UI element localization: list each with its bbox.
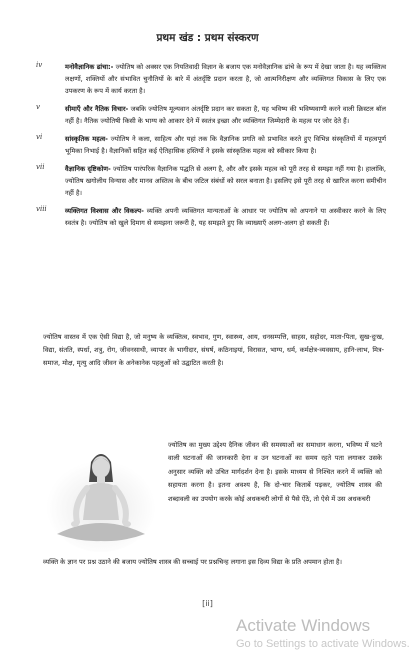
paragraph-closing: व्यक्ति के ज्ञान पर प्रश्न उठाने की बजाय ज्योतिष शास्त्र की सच्चाई पर प्रश्नचिन्ह लगाना इस दिव्य विद्या के प्रति अपमान होता है।	[43, 558, 343, 566]
paragraph-intro: ज्योतिष वास्तव में एक ऐसी विद्या है, जो मनुष्य के व्यक्तित्व, स्वभाव, गुण, स्वास्थ्य, आय, धनसम्पत्ति, साहस, सहोदर, माता-पिता, सुख-दुःख, विद्या, संतति, स्पर्धा, शत्रु, रोग, जीवनसाथी, व्यापार के भागीदार, संघर्ष, कठिनाइयां, विरासत, भाग्य, धर्म, कर्मक्षेत्र-व्यवसाय, हानि-लाभ, मित्र-समाज, मोक्ष, मृत्यु आदि जीवन के अनेकानेक पहलुओं को उद्घाटित करती है।	[43, 333, 384, 367]
item-number: vii	[36, 163, 45, 171]
item-number: iv	[36, 61, 43, 69]
item-body	[65, 103, 386, 127]
item-number: vi	[36, 133, 43, 141]
item-text: ज्योतिष को अक्सर एक नियतिवादी विज्ञान के बजाय एक मनोवैज्ञानिक ढांचे के रूप में देखा जाता है। यह व्यक्तित्व लक्षणों, शक्तियों और संभावित चुनौतियों के बारे में अंतर्दृष्टि प्रदान करता है, जो आत्मनिरीक्षण और व्यक्तिगत विकास के लिए एक उपकरण के रूप में कार्य करता है।	[65, 63, 386, 95]
meditation-figure-icon	[43, 442, 158, 554]
item-text: ज्योतिष ने कला, साहित्य और यहां तक कि वैज्ञानिक प्रगति को प्रभावित करते हुए विभिन्न संस्कृतियों में महत्वपूर्ण भूमिका निभाई है। वैज्ञानिकों सहित कई ऐतिहासिक हस्तियों ने इसके सांस्कृतिक महत्व को स्वीकार किया है।	[65, 135, 386, 155]
list-item	[36, 103, 386, 127]
points-list	[36, 61, 386, 235]
item-body	[65, 163, 386, 199]
item-number: v	[36, 103, 40, 111]
paragraph-purpose: ज्योतिष का मुख्य उद्देश्य दैनिक जीवन की समस्याओं का समाधान करना, भविष्य में घटने वाली घटनाओं की जानकारी देना व उन घटनाओं का समय रहते पता लगाकर उसके अनुसार व्यक्ति को उचित मार्गदर्शन देना है। इसके माध्यम से निश्चित करने में व्यक्ति को सहायता करना है। इतना अवश्य है, कि दो-चार किताबें पढ़कर, ज्योतिष शास्त्र की शब्दावली का उपयोग करके कोई अधकचरी लोगों से पैसे ऐंठे, तो ऐसे में उस अधकचरी	[168, 441, 382, 503]
item-text: जबकि ज्योतिष मूल्यवान अंतर्दृष्टि प्रदान कर सकता है, यह भविष्य की भविष्यवाणी करने वाली क्रिस्टल बॉल नहीं है। नैतिक ज्योतिषी किसी के भाग्य को आकार देने में स्वतंत्र इच्छा और व्यक्तिगत जिम्मेदारी के महत्व पर जोर देते हैं।	[65, 105, 386, 125]
item-body	[65, 61, 386, 97]
item-heading: वैज्ञानिक दृष्टिकोण-	[65, 165, 111, 173]
list-item	[36, 61, 386, 97]
list-item	[36, 205, 386, 229]
item-body	[65, 205, 386, 229]
item-text: व्यक्ति अपनी व्यक्तिगत मान्यताओं के आधार पर ज्योतिष को अपनाने या अस्वीकार करने के लिए स्वतंत्र है। ज्योतिष को खुले दिमाग से समझना जरूरी है, यह समझते हुए कि व्याख्याएँ अलग-अलग हो सकती हैं।	[65, 207, 387, 227]
activation-watermark-title: Activate Windows	[236, 616, 371, 635]
item-text: ज्योतिष पारंपरिक वैज्ञानिक पद्धति से अलग है, और और इसके महत्व को पूरी तरह से समझा नहीं गया है। हालांकि, ज्योतिष खगोलीय विन्यास और मानव अस्तित्व के बीच जटिल संबंधों को सरल बनाता है। इसलिए इसे पूरी तरह से खारिज करना समीचीन नहीं है।	[65, 165, 386, 197]
list-item	[36, 163, 386, 199]
item-heading: सीमाएँ और नैतिक विचार-	[65, 105, 129, 113]
item-heading: मनोवैज्ञानिक ढांचा:-	[65, 63, 114, 71]
page-number: [ii]	[202, 599, 213, 608]
item-number: viii	[36, 205, 47, 213]
activation-watermark-subtitle: Go to Settings to activate Windows.	[236, 638, 410, 650]
page-title: प्रथम खंड : प्रथम संस्करण	[156, 32, 259, 44]
item-heading: सांस्कृतिक महत्व-	[65, 135, 108, 143]
item-heading: व्यक्तिगत विश्वास और विकल्प-	[65, 207, 144, 215]
list-item	[36, 133, 386, 157]
item-body	[65, 133, 386, 157]
